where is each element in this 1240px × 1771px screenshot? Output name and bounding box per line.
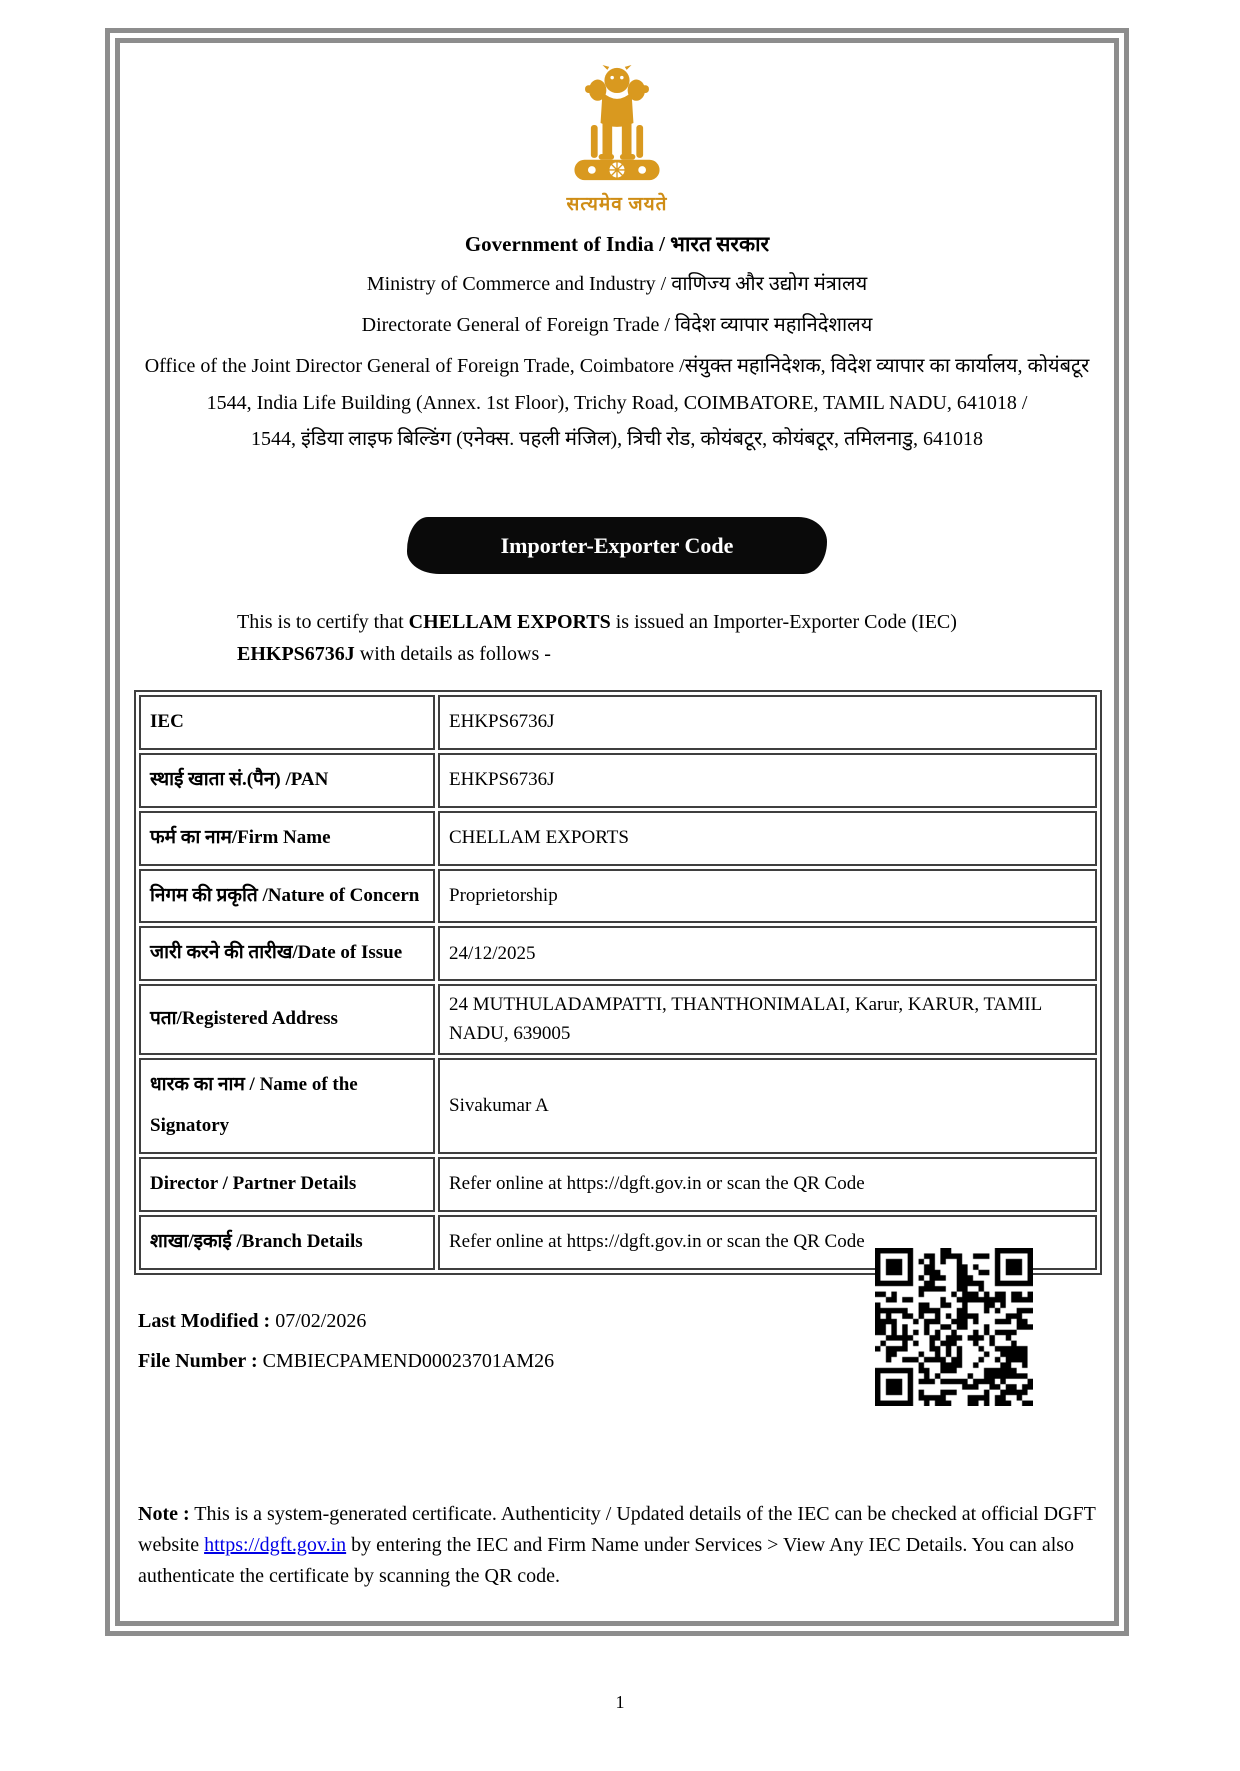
file-number-label: File Number : [138,1349,258,1372]
last-modified-value: 07/02/2026 [275,1309,367,1332]
iec-details-table [134,690,1102,1275]
row-value: EHKPS6736J [438,695,1097,750]
row-value: CHELLAM EXPORTS [438,811,1097,866]
row-label: Director / Partner Details [139,1157,435,1212]
note-label: Note : [138,1502,190,1525]
iec-code: EHKPS6736J [237,643,355,665]
row-label: जारी करने की तारीख/Date of Issue [139,926,435,981]
row-label: IEC [139,695,435,750]
row-label: निगम की प्रकृति /Nature of Concern [139,869,435,924]
directorate-line: Directorate General of Foreign Trade / विदेश व्यापार महानिदेशालय [361,314,873,336]
national-emblem-icon [565,65,669,183]
page-number: 1 [615,1692,625,1712]
row-label: पता/Registered Address [139,984,435,1055]
emblem-chakra-icon [609,162,625,178]
emblem-motto: सत्यमेव जयते [566,194,668,215]
file-number-value: CMBIECPAMEND00023701AM26 [262,1349,555,1372]
row-value: Proprietorship [438,869,1097,924]
row-value: 24/12/2025 [438,926,1097,981]
ministry-line: Ministry of Commerce and Industry / वाणिज्य और उद्योग मंत्रालय [366,273,868,295]
note-paragraph [138,1499,1096,1592]
certificate-header [132,65,1102,453]
row-value: Refer online at https://dgft.gov.in or scan the QR Code [438,1215,1097,1270]
office-address-en: 1544, India Life Building (Annex. 1st Floor), Trichy Road, COIMBATORE, TAMIL NADU, 641018 / [206,392,1028,414]
government-line: Government of India / भारत सरकार [464,232,770,256]
certify-text: with details as follows - [354,643,551,665]
row-value: Refer online at https://dgft.gov.in or scan the QR Code [438,1157,1097,1212]
certify-text: is issued an Importer-Exporter Code (IEC) [610,611,957,633]
row-value: 24 MUTHULADAMPATTI, THANTHONIMALAI, Karur, KARUR, TAMIL NADU, 639005 [438,984,1097,1055]
importer-exporter-code-badge: Importer-Exporter Code [407,517,827,574]
row-value: EHKPS6736J [438,753,1097,808]
office-address-hi: 1544, इंडिया लाइफ बिल्डिंग (एनेक्स. पहली मंजिल), त्रिची रोड, कोयंबटूर, कोयंबटूर, तमिलनाडु, 641018 [250,428,984,450]
table-row [139,1157,1097,1212]
emblem-block [132,65,1102,216]
dgft-website-link[interactable]: https://dgft.gov.in [204,1533,347,1556]
firm-name: CHELLAM EXPORTS [408,611,611,633]
table-row [139,695,1097,750]
note-text: by entering the IEC and Firm Name under Services > View Any IEC Details. You can also authenticate the certificate by scanning the QR code. [138,1533,1075,1587]
office-line: Office of the Joint Director General of Foreign Trade, Coimbatore /संयुक्त महानिदेशक, विदेश व्यापार का कार्यालय, कोयंबटूर [144,355,1090,377]
last-modified-label: Last Modified : [138,1309,271,1332]
row-label: फर्म का नाम/Firm Name [139,811,435,866]
table-row [139,1058,1097,1154]
certification-statement [237,606,997,670]
table-row [139,869,1097,924]
table-row [139,926,1097,981]
table-row [139,984,1097,1055]
row-value: Sivakumar A [438,1058,1097,1154]
table-row [139,753,1097,808]
table-row [139,811,1097,866]
qr-code [875,1248,1033,1406]
row-label: शाखा/इकाई /Branch Details [139,1215,435,1270]
row-label: धारक का नाम / Name of the Signatory [139,1058,435,1154]
row-label: स्थाई खाता सं.(पैन) /PAN [139,753,435,808]
certify-text: This is to certify that [237,611,409,633]
note-text: This is a system-generated certificate. Authenticity / Updated details of the IEC can be checked at official DGFT website [138,1502,1096,1556]
